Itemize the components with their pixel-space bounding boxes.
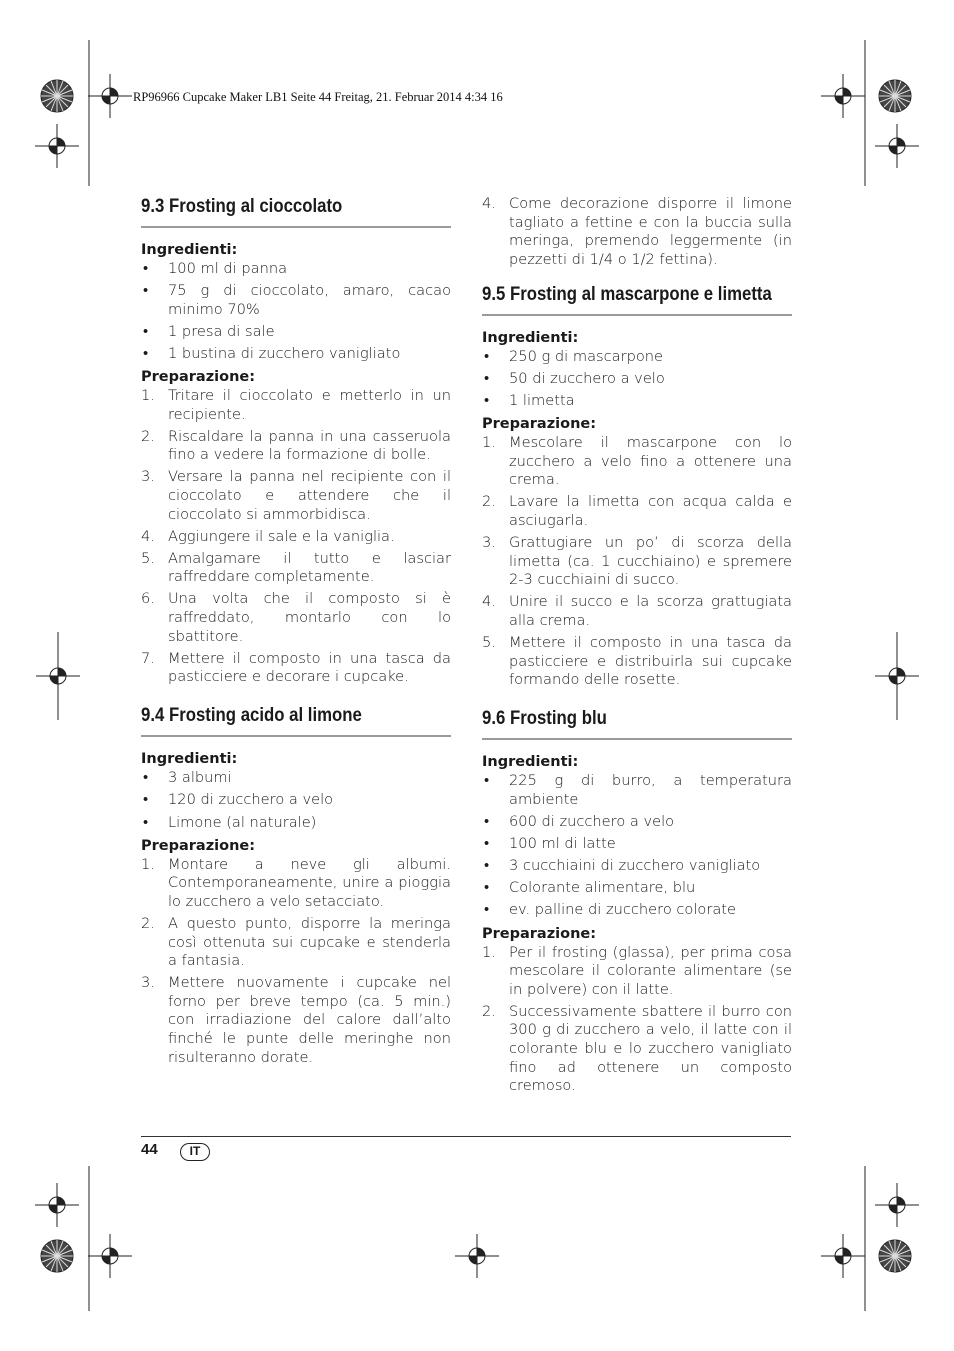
step-item (141, 387, 451, 424)
step-text: Mettere il composto in una tasca da pasticciere e distribuirla sui cupcake formando delle rosette. (509, 634, 792, 689)
step-text: Riscaldare la panna in una casseruola fino a vedere la formazione di bolle. (168, 427, 451, 464)
left-column (141, 195, 451, 1071)
preparation-steps (482, 434, 792, 690)
step-item (141, 428, 451, 465)
section-title: 9.4 Frosting acido al limone (141, 704, 362, 727)
step-number: 4. (141, 527, 155, 545)
step-item (141, 528, 451, 547)
ingredient-text: 250 g di mascarpone (509, 347, 663, 365)
preparation-steps (141, 856, 451, 1068)
step-item (482, 1003, 792, 1096)
ingredient-text: 3 cucchiaini di zucchero vanigliato (509, 857, 761, 875)
ingredient-item (141, 282, 451, 319)
step-text: Unire il succo e la scorza grattugiata alla crema. (509, 593, 792, 629)
step-item (141, 468, 451, 524)
bullet-mark: • (484, 369, 490, 387)
step-item (482, 634, 792, 690)
ingredient-text: 225 g di burro, a temperatura ambiente (509, 772, 792, 808)
step-item (482, 944, 792, 1000)
ingredients-list (141, 769, 451, 832)
footer-rule (141, 1136, 791, 1137)
preparation-steps (141, 387, 451, 687)
step-text: Aggiungere il sale e la vaniglia. (168, 527, 395, 545)
section-spacer (482, 693, 792, 707)
right-column (482, 195, 792, 1099)
step-number: 3. (482, 534, 496, 552)
ingredients-label: Ingredienti: (141, 242, 238, 258)
section-title: 9.6 Frosting blu (482, 707, 607, 730)
ingredient-text: Colorante alimentare, blu (509, 879, 696, 897)
title-rule (482, 314, 792, 316)
step-text: A questo punto, disporre la meringa così ottenuta sui cupcake e stenderla a fantasia. (168, 914, 451, 970)
title-rule (141, 735, 451, 737)
section-title: 9.3 Frosting al cioccolato (141, 195, 343, 217)
ingredients-list (482, 348, 792, 411)
ingredients-list (141, 260, 451, 363)
step-text: Versare la panna nel recipiente con il cioccolato e attendere che il cioccolato si ammorbidisca. (168, 468, 451, 523)
section-title: 9.5 Frosting al mascarpone e limetta (482, 282, 772, 305)
step-number: 2. (482, 493, 496, 511)
ingredient-item (141, 769, 451, 788)
step-item (141, 550, 451, 587)
bullet-mark: • (143, 769, 149, 787)
step-number: 2. (141, 427, 155, 445)
step-text: Mescolare il mascarpone con lo zucchero a velo fino a ottenere una crema. (509, 434, 792, 489)
step-item (482, 593, 792, 630)
ingredient-item (482, 901, 792, 920)
ingredient-text: 100 ml di latte (509, 835, 616, 853)
page-number: 44 (141, 1141, 158, 1158)
right-sections (482, 283, 792, 1096)
ingredient-text: 50 di zucchero a velo (509, 369, 665, 387)
title-rule (482, 738, 792, 740)
step-text: Lavare la limetta con acqua calda e asciugarla. (509, 493, 792, 530)
ingredient-item (482, 772, 792, 809)
step-item (482, 493, 792, 530)
recipe-section (482, 283, 792, 690)
preparation-label: Preparazione: (482, 416, 597, 433)
ingredient-item (141, 323, 451, 342)
title-rule (141, 226, 451, 228)
step-text: Montare a neve gli albumi. Contemporaneamente, unire a pioggia lo zucchero a velo setacciato. (168, 855, 451, 910)
step-text: Mettere il composto in una tasca da pasticciere e decorare i cupcake. (168, 649, 451, 686)
step-number: 2. (141, 914, 155, 932)
step-item (482, 195, 792, 269)
step-number: 4. (482, 593, 496, 611)
preparation-label: Preparazione: (141, 368, 256, 385)
step-item (141, 974, 451, 1067)
preparation-label: Preparazione: (482, 925, 597, 942)
ingredient-item (141, 345, 451, 364)
step-number: 1. (482, 434, 496, 452)
ingredient-item (141, 791, 451, 810)
ingredient-item (482, 813, 792, 832)
ingredient-text: 1 presa di sale (168, 322, 275, 340)
bullet-mark: • (143, 344, 149, 362)
bullet-mark: • (484, 879, 490, 897)
step-item (482, 534, 792, 590)
ingredient-item (482, 857, 792, 876)
ingredient-item (482, 835, 792, 854)
ingredient-text: ev. palline di zucchero colorate (509, 901, 736, 919)
step-item (482, 434, 792, 490)
step-number: 7. (141, 649, 155, 667)
ingredients-label: Ingredienti: (141, 751, 238, 768)
step-number: 3. (141, 468, 155, 486)
step-number: 3. (141, 974, 155, 992)
preparation-steps (482, 944, 792, 1096)
ingredient-text: 1 bustina di zucchero vanigliato (168, 344, 401, 362)
step-text: Tritare il cioccolato e metterlo in un recipiente. (168, 386, 451, 423)
ingredient-item (482, 392, 792, 411)
recipe-section (141, 195, 451, 687)
step-text: Amalgamare il tutto e lasciar raffreddare completamente. (168, 549, 451, 586)
bullet-mark: • (484, 347, 490, 365)
step-item (141, 650, 451, 687)
step-number: 1. (141, 386, 155, 404)
ingredient-text: 3 albumi (168, 769, 232, 787)
step-number: 5. (141, 549, 155, 567)
bullet-mark: • (484, 392, 490, 410)
bullet-mark: • (143, 322, 149, 340)
ingredient-text: 75 g di cioccolato, amaro, cacao minimo 70% (168, 282, 451, 318)
bullet-mark: • (484, 835, 490, 853)
ingredient-text: 1 limetta (509, 392, 575, 410)
step-number: 1. (141, 855, 155, 873)
step-number: 6. (141, 590, 155, 608)
preparation-label: Preparazione: (141, 837, 256, 854)
bullet-mark: • (143, 791, 149, 809)
step-text: Mettere nuovamente i cupcake nel forno per breve tempo (ca. 5 min.) con irradiazione del calore dall’alto finché le punte delle meringhe non risulteranno dorate. (168, 974, 451, 1066)
recipe-section (482, 693, 792, 1095)
step-number: 5. (482, 634, 496, 652)
ingredient-item (482, 370, 792, 389)
continued-steps (482, 195, 792, 269)
step-text: Una volta che il composto si è raffreddato, montarlo con lo sbattitore. (168, 590, 451, 645)
step-number: 1. (482, 943, 496, 961)
bullet-mark: • (484, 772, 490, 790)
step-number: 4. (482, 195, 496, 212)
bullet-mark: • (143, 813, 149, 831)
ingredient-item (482, 879, 792, 898)
section-spacer (141, 690, 451, 704)
step-item (141, 590, 451, 646)
bullet-mark: • (143, 282, 149, 300)
ingredient-text: 120 di zucchero a velo (168, 791, 334, 809)
ingredients-label: Ingredienti: (482, 754, 579, 771)
language-badge: IT (180, 1143, 210, 1161)
ingredient-item (482, 348, 792, 367)
ingredient-text: 100 ml di panna (168, 260, 288, 277)
ingredients-label: Ingredienti: (482, 329, 579, 346)
step-text: Successivamente sbattere il burro con 300 g di zucchero a velo, il latte con il colorante blu e lo zucchero vanigliato fino ad ottenere un composto cremoso. (509, 1002, 792, 1095)
step-text: Grattugiare un po’ di scorza della limetta (ca. 1 cucchiaino) e spremere 2-3 cucchiaini di succo. (509, 534, 792, 589)
step-item (141, 915, 451, 971)
print-header: RP96966 Cupcake Maker LB1 Seite 44 Freitag, 21. Februar 2014 4:34 16 (133, 90, 503, 104)
ingredient-text: 600 di zucchero a velo (509, 813, 675, 831)
bullet-mark: • (484, 813, 490, 831)
ingredient-item (141, 814, 451, 833)
recipe-section (141, 690, 451, 1067)
ingredient-text: Limone (al naturale) (168, 813, 317, 831)
step-text: Come decorazione disporre il limone tagliato a fettine e con la buccia sulla meringa, premendo leggermente (in pezzetti di 1/4 o 1/2 fettina). (509, 195, 792, 268)
bullet-mark: • (484, 901, 490, 919)
step-text: Per il frosting (glassa), per prima cosa mescolare il colorante alimentare (se in polvere) con il latte. (509, 943, 792, 998)
bullet-mark: • (484, 857, 490, 875)
ingredient-item (141, 260, 451, 279)
step-item (141, 856, 451, 912)
step-number: 2. (482, 1002, 496, 1020)
bullet-mark: • (143, 260, 149, 277)
ingredients-list (482, 772, 792, 920)
